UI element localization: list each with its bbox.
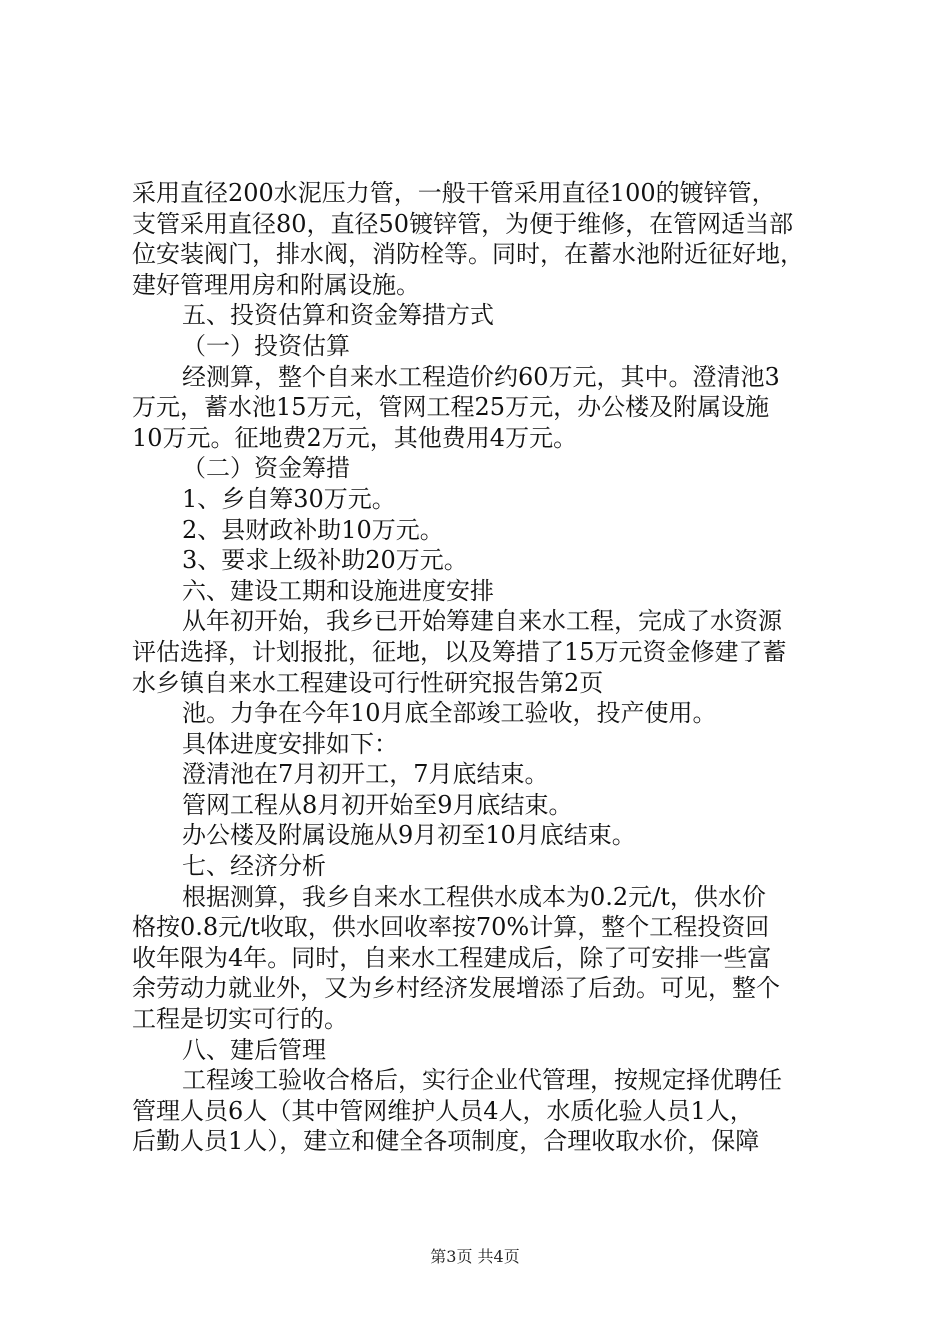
text-line: 澄清池在7月初开工，7月底结束。 xyxy=(182,760,549,789)
text-line: 管理人员6人（其中管网维护人员4人，水质化验人员1人， xyxy=(132,1096,754,1125)
text-line: 万元，蓄水池15万元，管网工程25万元，办公楼及附属设施 xyxy=(132,393,770,422)
text-line: 经测算，整个自来水工程造价约60万元，其中。澄清池3 xyxy=(182,362,780,391)
text-line: 评估选择，计划报批，征地，以及筹措了15万元资金修建了蓄 xyxy=(132,637,787,666)
text-line: 根据测算，我乡自来水工程供水成本为0.2元/t，供水价 xyxy=(182,882,766,911)
text-line: 余劳动力就业外，又为乡村经济发展增添了后劲。可见，整个 xyxy=(132,974,780,1003)
text-line: 3、要求上级补助20万元。 xyxy=(182,546,468,575)
text-line: 具体进度安排如下： xyxy=(182,729,398,758)
text-line: 池。力争在今年10月底全部竣工验收，投产使用。 xyxy=(182,699,717,728)
text-line: 从年初开始，我乡已开始筹建自来水工程，完成了水资源 xyxy=(182,607,782,636)
text-line: 支管采用直径80，直径50镀锌管，为便于维修，在管网适当部 xyxy=(132,209,794,238)
text-line: 工程竣工验收合格后，实行企业代管理，按规定择优聘任 xyxy=(182,1066,782,1095)
text-line: 格按0.8元/t收取，供水回收率按70%计算，整个工程投资回 xyxy=(132,913,770,942)
text-line: 采用直径200水泥压力管，一般干管采用直径100的镀锌管， xyxy=(132,179,776,207)
text-line: 收年限为4年。同时，自来水工程建成后，除了可安排一些富 xyxy=(132,943,772,972)
text-line: 工程是切实可行的。 xyxy=(132,1005,348,1034)
text-line: （二）资金筹措 xyxy=(182,454,350,483)
text-line: 五、投资估算和资金筹措方式 xyxy=(182,301,494,330)
text-line: 建好管理用房和附属设施。 xyxy=(132,270,420,299)
page-footer: 第3页 共4页 xyxy=(430,1247,520,1266)
text-line: 七、经济分析 xyxy=(182,852,326,881)
text-line: 八、建后管理 xyxy=(182,1035,326,1064)
text-line: 2、县财政补助10万元。 xyxy=(182,515,444,544)
text-line: 办公楼及附属设施从9月初至10月底结束。 xyxy=(182,821,636,850)
text-line: 管网工程从8月初开始至9月底结束。 xyxy=(182,790,573,819)
document-body xyxy=(132,178,832,1157)
text-line: 六、建设工期和设施进度安排 xyxy=(182,576,494,605)
text-line: （一）投资估算 xyxy=(182,331,350,360)
text-line: 水乡镇自来水工程建设可行性研究报告第2页 xyxy=(132,668,604,697)
text-line: 10万元。征地费2万元，其他费用4万元。 xyxy=(132,423,578,452)
text-line: 1、乡自筹30万元。 xyxy=(182,484,396,513)
text-line: 位安装阀门，排水阀，消防栓等。同时，在蓄水池附近征好地， xyxy=(132,240,804,269)
text-line: 后勤人员1人），建立和健全各项制度，合理收取水价，保障 xyxy=(132,1127,760,1156)
